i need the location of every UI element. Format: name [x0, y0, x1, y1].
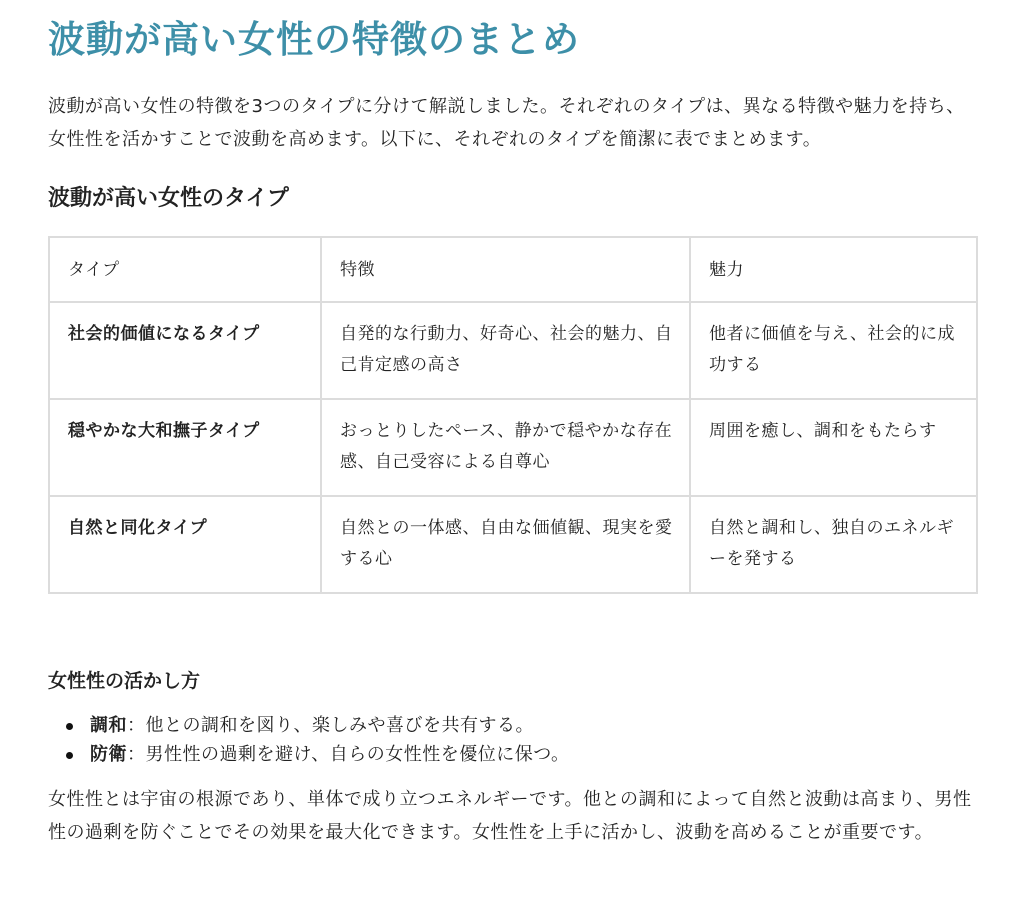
table-cell-type: 穏やかな大和撫子タイプ	[49, 399, 321, 496]
table-header-charm: 魅力	[690, 237, 977, 302]
list-item-term: 防衛	[90, 744, 127, 765]
table-cell-charm: 周囲を癒し、調和をもたらす	[690, 399, 977, 496]
table-header-feature: 特徴	[321, 237, 690, 302]
list-item	[48, 740, 976, 769]
femininity-heading: 女性性の活かし方	[48, 670, 201, 692]
table-row	[49, 399, 977, 496]
list-item-term: 調和	[90, 715, 127, 736]
bullet-icon	[66, 752, 73, 759]
table-header-row	[49, 237, 977, 302]
closing-paragraph: 女性性とは宇宙の根源であり、単体で成り立つエネルギーです。他との調和によって自然と波動は高まり、男性性の過剰を防ぐことでその効果を最大化できます。女性性を上手に活かし、波動を高めることが重要です。	[48, 789, 972, 843]
page-title: 波動が高い女性の特徴のまとめ	[48, 18, 580, 61]
table-cell-charm: 自然と調和し、独自のエネルギーを発する	[690, 496, 977, 593]
table-cell-charm: 他者に価値を与え、社会的に成功する	[690, 302, 977, 399]
list-item-text: ：男性性の過剰を避け、自らの女性性を優位に保つ。	[127, 744, 570, 765]
types-table	[48, 236, 978, 594]
bullet-icon	[66, 723, 73, 730]
table-row	[49, 496, 977, 593]
table-cell-feature: 自発的な行動力、好奇心、社会的魅力、自己肯定感の高さ	[321, 302, 690, 399]
table-row	[49, 302, 977, 399]
list-item	[48, 711, 976, 740]
femininity-list	[48, 711, 976, 769]
intro-paragraph: 波動が高い女性の特徴を3つのタイプに分けて解説しました。それぞれのタイプは、異なる特徴や魅力を持ち、女性性を活かすことで波動を高めます。以下に、それぞれのタイプを簡潔に表でまとめます。	[48, 96, 965, 150]
table-header-type: タイプ	[49, 237, 321, 302]
table-cell-feature: 自然との一体感、自由な価値観、現実を愛する心	[321, 496, 690, 593]
list-item-text: ：他との調和を図り、楽しみや喜びを共有する。	[127, 715, 534, 736]
table-cell-type: 自然と同化タイプ	[49, 496, 321, 593]
table-cell-feature: おっとりしたペース、静かで穏やかな存在感、自己受容による自尊心	[321, 399, 690, 496]
table-cell-type: 社会的価値になるタイプ	[49, 302, 321, 399]
types-heading: 波動が高い女性のタイプ	[48, 186, 289, 211]
article	[48, 14, 976, 849]
